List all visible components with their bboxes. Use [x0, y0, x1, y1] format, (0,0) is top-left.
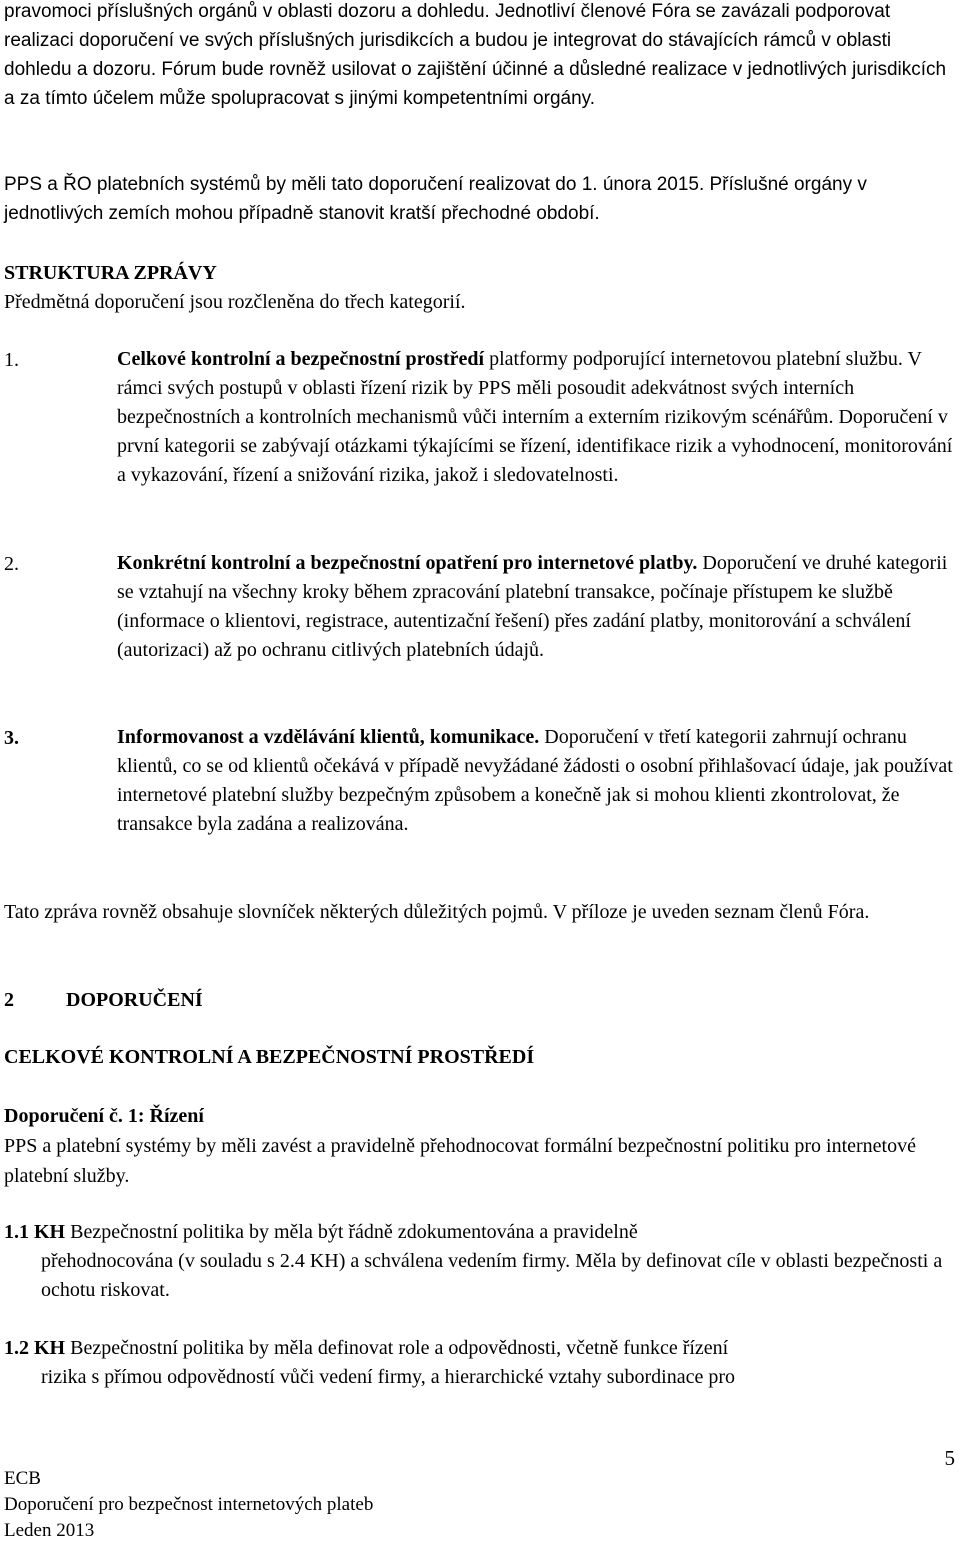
- recommendation-text: PPS a platební systémy by měli zavést a pravidelně přehodnocovat formální bezpečnostní politiku pro internetové platební služby.: [4, 1135, 916, 1187]
- structure-heading: STRUKTURA ZPRÁVY: [4, 262, 217, 284]
- footer-org: ECB: [4, 1468, 41, 1489]
- recommendation-point: 1.1 KH Bezpečnostní politika by měla být řádně zdokumentována a pravidelně přehodnocována (v souladu s 2.4 KH) a schválena vedením firmy. Měla by definovat cíle v oblasti bezpečnosti a ochotu riskovat.: [4, 1221, 943, 1301]
- subsection-title: CELKOVÉ KONTROLNÍ A BEZPEČNOSTNÍ PROSTŘEDÍ: [4, 1046, 535, 1068]
- intro-paragraph: pravomoci příslušných orgánů v oblasti dozoru a dohledu. Jednotliví členové Fóra se zavázali podporovat realizaci doporučení ve svých příslušných jurisdikcích a budou je integrovat do stávajících rámců v oblasti dohledu a dozoru. Fórum bude rovněž usilovat o zajištění účinné a důsledné realizace v jednotlivých jurisdikcích a za tímto účelem může spolupracovat s jinými kompetentními orgány.: [4, 1, 947, 109]
- recommendation-point: 1.2 KH Bezpečnostní politika by měla definovat role a odpovědnosti, včetně funkce řízení rizika s přímou odpovědností vůči vedení firmy, a hierarchické vztahy subordinace pro: [4, 1337, 736, 1388]
- structure-intro: Předmětná doporučení jsou rozčleněna do třech kategorií.: [4, 291, 466, 313]
- recommendation-title: Doporučení č. 1: Řízení: [4, 1105, 204, 1127]
- footer-title: Doporučení pro bezpečnost internetových plateb: [4, 1494, 374, 1515]
- footer-date: Leden 2013: [4, 1520, 95, 1541]
- structure-closing: Tato zpráva rovněž obsahuje slovníček některých důležitých pojmů. V příloze je uveden seznam členů Fóra.: [4, 901, 870, 923]
- deadline-paragraph: PPS a ŘO platebních systémů by měli tato doporučení realizovat do 1. února 2015. Příslušné orgány v jednotlivých zemích mohou případně stanovit kratší přechodné období.: [4, 174, 867, 224]
- page-number: 5: [944, 1446, 955, 1470]
- section-heading: 2 DOPORUČENÍ: [4, 989, 203, 1011]
